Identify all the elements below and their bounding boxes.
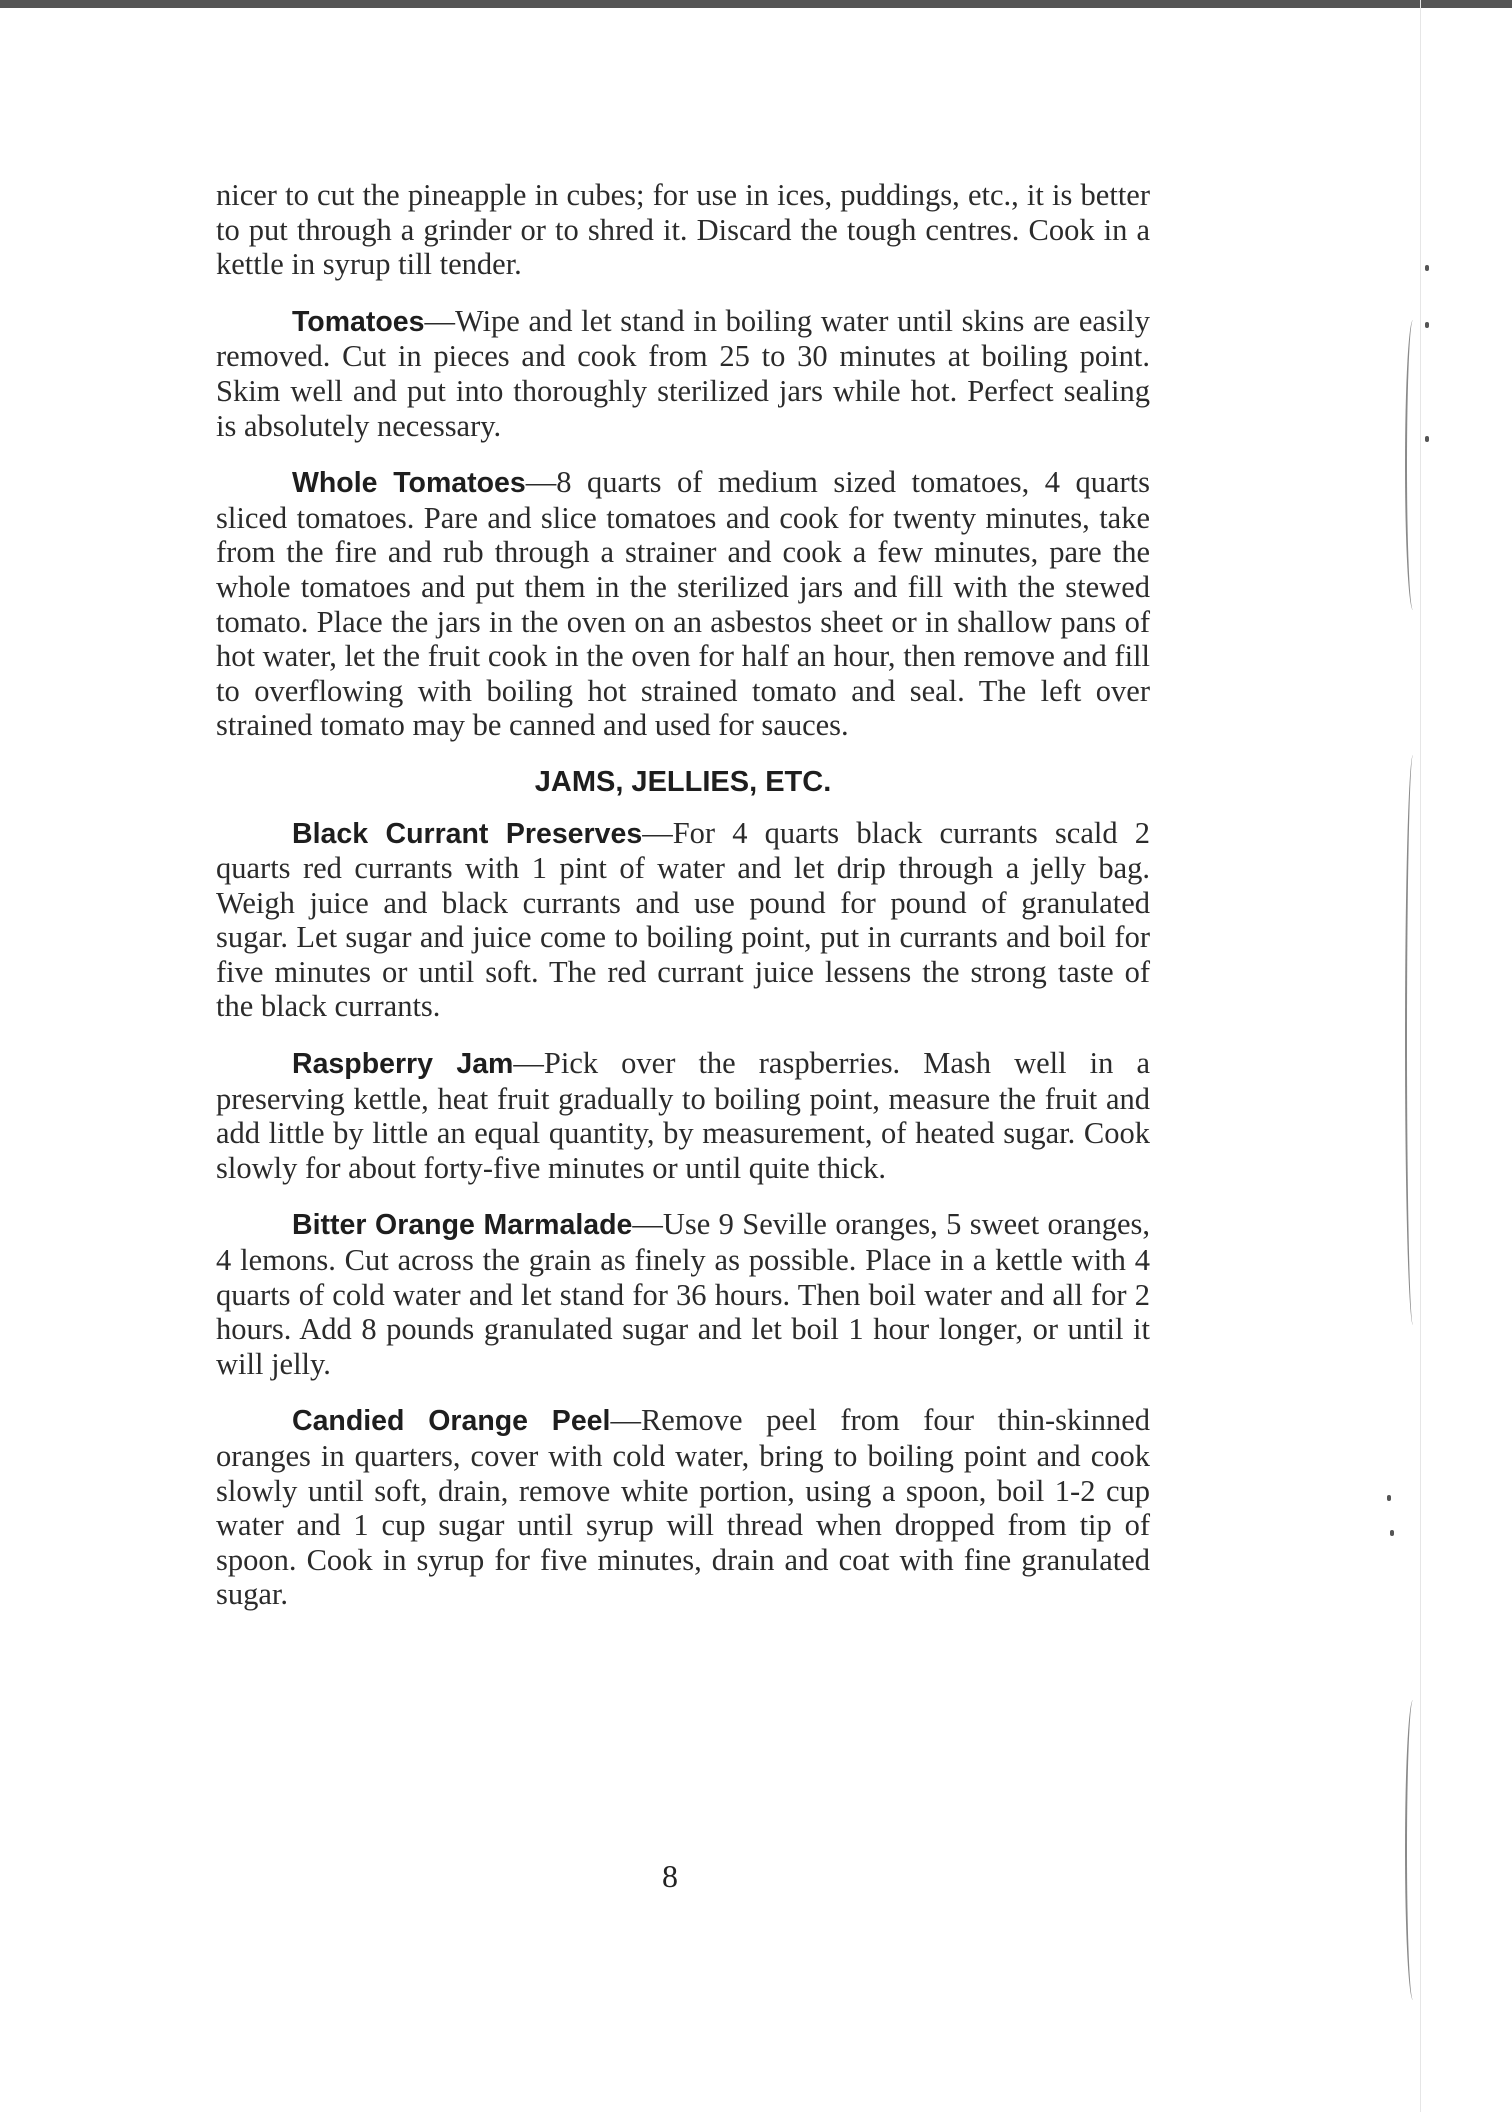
recipe-title: Black Currant Preserves [292,817,643,850]
margin-mark [1405,755,1421,1325]
page-number: 8 [662,1858,678,1894]
recipe-text: —For 4 quarts black currants scald 2 quarts red currants with 1 pint of water and let drip through a jelly bag. Weigh juice and black currants and use pound for pound of granulated sugar. Let sugar and juice come to boiling point, put in currants and boil for five minutes or until soft. The red currant juice lessens the strong taste of the black currants. [216,815,1151,1024]
recipe-text: —8 quarts of medium sized tomatoes, 4 quarts sliced tomatoes. Pare and slice tomatoes and cook for twenty minutes, take from the fire and rub through a strainer and cook a few minutes, pare the whole tomatoes and put them in the sterilized jars and fill with the stewed tomato. Place the jars in the oven on an asbestos sheet or in shallow pans of hot water, let the fruit cook in the oven for half an hour, then remove and fill to overflowing with boiling hot strained tomato and seal. The left over strained tomato may be canned and used for sauces. [216,465,1150,743]
recipe-whole-tomatoes [216,465,1150,743]
recipe-text: —Pick over the raspberries. Mash well in a preserving kettle, heat fruit gradually to boiling point, measure the fruit and add little by little an equal quantity, by measurement, of heated sugar. Cook slowly for about forty-five minutes or until quite thick. [216,1046,1150,1185]
page-body [216,178,1150,1634]
intro-paragraph: nicer to cut the pineapple in cubes; for use in ices, puddings, etc., it is better to put through a grinder or to shred it. Discard the tough centres. Cook in a kettle in syrup till tender. [216,178,1150,282]
recipe-bitter-orange-marmalade [216,1207,1150,1381]
recipe-text: —Use 9 Seville oranges, 5 sweet oranges, 4 lemons. Cut across the grain as finely as possible. Place in a kettle with 4 quarts of cold water and let stand for 36 hours. Then boil water and all for 2 hours. Add 8 pounds granulated sugar and let boil 1 hour longer, or until it will jelly. [216,1207,1150,1381]
ink-speck [1425,322,1429,328]
recipe-title: Raspberry Jam [292,1048,514,1081]
section-heading: JAMS, JELLIES, ETC. [534,765,832,798]
recipe-title: Tomatoes [292,305,425,338]
recipe-text: —Wipe and let stand in boiling water until skins are easily removed. Cut in pieces and cook from 25 to 30 minutes at boiling point. Skim well and put into thoroughly sterilized jars while hot. Perfect sealing is absolutely necessary. [216,303,1150,443]
recipe-title: Bitter Orange Marmalade [292,1209,633,1242]
recipe-title: Candied Orange Peel [292,1405,611,1438]
recipe-title: Whole Tomatoes [292,467,526,500]
recipe-candied-orange-peel [216,1403,1150,1612]
ink-speck [1425,436,1429,442]
ink-speck [1425,265,1429,271]
margin-mark [1405,1700,1421,2000]
ink-speck [1387,1495,1391,1501]
recipe-tomatoes [216,304,1150,443]
recipe-text: —Remove peel from four thin-skinned oranges in quarters, cover with cold water, bring to boiling point and cook slowly until soft, drain, remove white portion, using a spoon, boil 1-2 cup water and 1 cup sugar until syrup will thread when dropped from tip of spoon. Cook in syrup for five minutes, drain and coat with fine granulated sugar. [216,1403,1150,1612]
page-top-edge [0,0,1512,8]
recipe-raspberry-jam [216,1046,1150,1185]
recipe-black-currant-preserves [216,816,1150,1025]
margin-mark [1405,320,1421,610]
ink-speck [1390,1530,1394,1536]
